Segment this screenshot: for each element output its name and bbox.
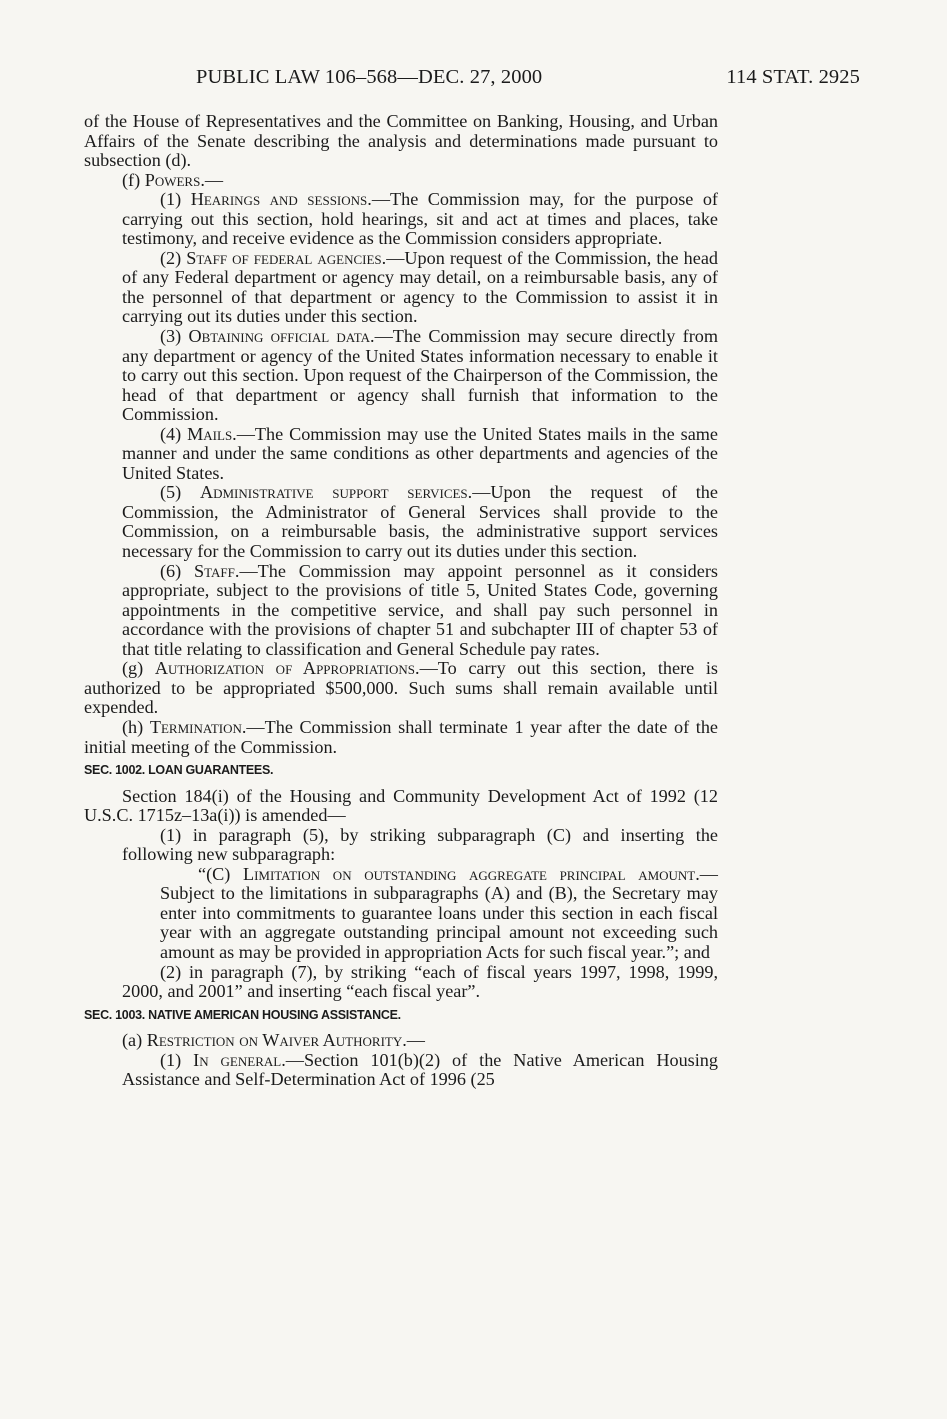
- text: —Subject to the limitations in subparagraphs (A) and (B), the Secretary may enter into commitments to guarantee loans under this section in each fiscal year with an aggregate outstanding principal amount not exceeding such amount as may be provided in appropriation Acts for such fiscal year.”; and: [160, 863, 718, 962]
- label: (1): [160, 1049, 194, 1070]
- paragraph-f2: [84, 249, 718, 327]
- paragraph-f5: [84, 483, 718, 561]
- label: (2): [160, 247, 187, 268]
- heading: Hearings and sessions.: [190, 189, 372, 210]
- heading: Authorization of Appropriations.: [154, 658, 420, 679]
- section-heading-1002: SEC. 1002. LOAN GUARANTEES.: [84, 763, 274, 778]
- paragraph-f1: [84, 190, 718, 249]
- section-1002-intro: [84, 787, 718, 826]
- text: —The Commission may, for the purpose of carrying out this section, hold hearings, sit and act at times and places, take testimony, and receive evidence as the Commission considers appropriate.: [122, 189, 718, 249]
- section-heading-1003: SEC. 1003. NATIVE AMERICAN HOUSING ASSISTANCE.: [84, 1007, 401, 1022]
- heading: In general.: [193, 1049, 286, 1070]
- label: (6): [160, 560, 195, 581]
- text: —Upon request of the Commission, the head of any Federal department or agency may detail, on a reimbursable basis, any of the personnel of that department or agency to the Commission to assist it in carrying out its duties under this section.: [122, 247, 718, 327]
- label: (f): [122, 169, 145, 190]
- heading: Powers.: [144, 169, 205, 190]
- text: —: [204, 169, 224, 190]
- subsection-h: [84, 718, 718, 757]
- text: of the House of Representatives and the Committee on Banking, Housing, and Urban Affairs of the Senate describing the analysis and determinations made pursuant to subsection (d).: [84, 111, 718, 171]
- subsection-f: [84, 171, 718, 191]
- label: (g): [122, 658, 155, 679]
- text: —The Commission may secure directly from any department or agency of the United States information necessary to enable it to carry out this section. Upon request of the Chairperson of the Commission, the head of that department or agency shall furnish that information to the Commission.: [122, 326, 718, 425]
- label: (a): [122, 1030, 147, 1051]
- continued-paragraph: [84, 112, 718, 171]
- heading: Staff.: [194, 560, 240, 581]
- document-body: [84, 112, 718, 1090]
- text: —The Commission may use the United States mails in the same manner and under the same conditions as other departments and agencies of the United States.: [122, 423, 718, 483]
- paragraph-a1: [84, 1051, 718, 1090]
- label: “(C): [198, 863, 243, 884]
- section-1002-paragraph-2: [84, 963, 718, 1002]
- text: Section 184(i) of the Housing and Community Development Act of 1992 (12 U.S.C. 1715z–13a(i)) is amended—: [84, 785, 718, 826]
- header-law-citation: PUBLIC LAW 106–568—DEC. 27, 2000: [196, 66, 543, 88]
- text: (1) in paragraph (5), by striking subparagraph (C) and inserting the following new subparagraph:: [122, 824, 718, 865]
- subsection-a: [84, 1031, 718, 1051]
- text: —The Commission may appoint personnel as it considers appropriate, subject to the provisions of title 5, United States Code, governing appointments in the competitive service, and shall pay such personnel in accordance with the provisions of chapter 51 and subchapter III of chapter 53 of that title relating to classification and General Schedule pay rates.: [122, 560, 718, 659]
- paragraph-f4: [84, 425, 718, 484]
- heading: Staff of federal agencies.: [186, 247, 387, 268]
- text: —Section 101(b)(2) of the Native American Housing Assistance and Self-Determination Act of 1996 (25: [122, 1049, 718, 1090]
- text: —Upon the request of the Commission, the Administrator of General Services shall provide to the Commission, on a reimbursable basis, the administrative support services necessary for the Commission to carry out its duties under this section.: [122, 482, 718, 562]
- header-statute-page: 114 STAT. 2925: [726, 66, 860, 88]
- text: —The Commission shall terminate 1 year after the date of the initial meeting of the Commission.: [84, 716, 718, 757]
- text: —: [406, 1030, 425, 1051]
- label: (5): [160, 482, 200, 503]
- section-1002-subparagraph-c: [84, 865, 718, 963]
- paragraph-f6: [84, 562, 718, 660]
- label: (1): [160, 189, 191, 210]
- heading: Termination.: [149, 716, 247, 737]
- heading: Obtaining official data.: [188, 326, 375, 347]
- subsection-g: [84, 659, 718, 718]
- paragraph-f3: [84, 327, 718, 425]
- heading: Restriction on Waiver Authority.: [146, 1030, 407, 1051]
- text: (2) in paragraph (7), by striking “each of fiscal years 1997, 1998, 1999, 2000, and 2001” and inserting “each fiscal year”.: [122, 961, 718, 1002]
- section-1002-paragraph-1: [84, 826, 718, 865]
- label: (4): [160, 423, 188, 444]
- heading: Limitation on outstanding aggregate principal amount.: [242, 863, 700, 884]
- running-header: [196, 66, 860, 90]
- label: (3): [160, 326, 189, 347]
- heading: Administrative support services.: [199, 482, 473, 503]
- text: —To carry out this section, there is authorized to be appropriated $500,000. Such sums shall remain available until expended.: [84, 658, 718, 718]
- label: (h): [122, 716, 150, 737]
- heading: Mails.: [187, 423, 237, 444]
